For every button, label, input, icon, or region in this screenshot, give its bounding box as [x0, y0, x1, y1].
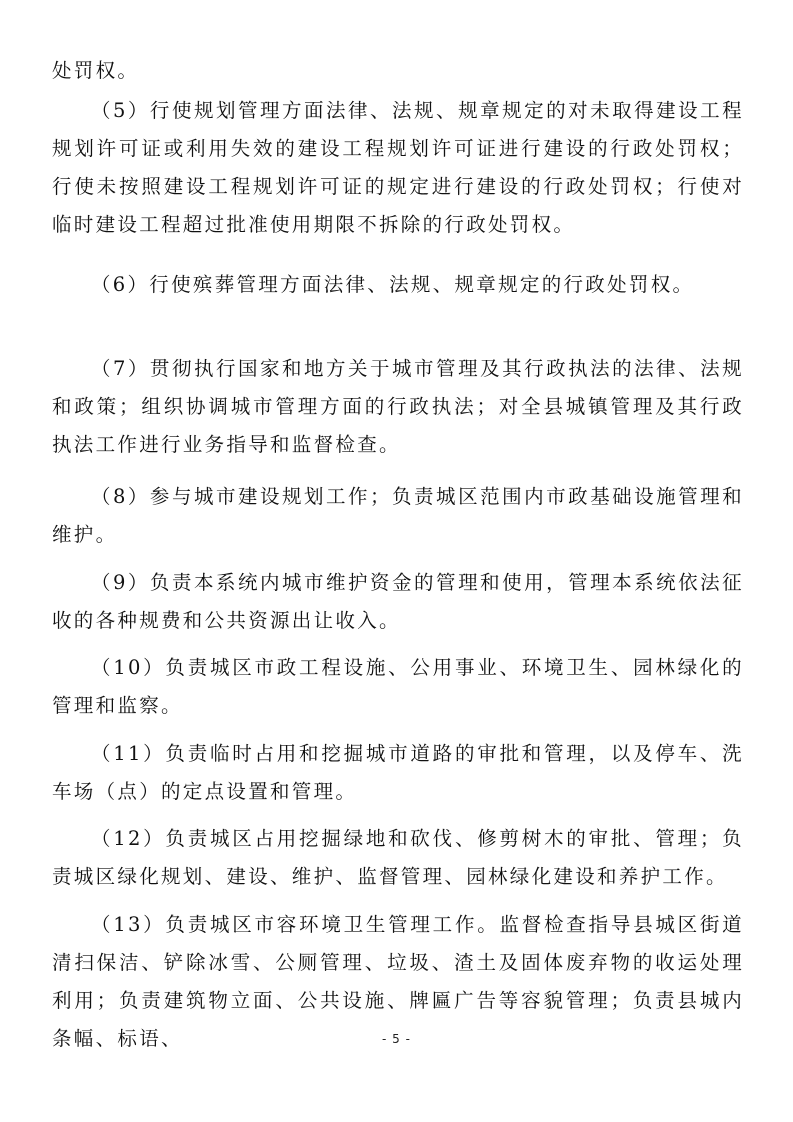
paragraph-item-6: （6）行使殡葬管理方面法律、法规、规章规定的行政处罚权。 [91, 273, 695, 296]
paragraph-item-9: （9）负责本系统内城市维护资金的管理和使用，管理本系统依法征收的各种规费和公共资源出让收入。 [52, 571, 744, 632]
paragraph-item-11: （11）负责临时占用和挖掘城市道路的审批和管理，以及停车、洗车场（点）的定点设置和管理。 [52, 742, 744, 803]
paragraph-item-7: （7）贯彻执行国家和地方关于城市管理及其行政执法的法律、法规和政策；组织协调城市管理方面的行政执法；对全县城镇管理及其行政执法工作进行业务指导和监督检查。 [52, 357, 744, 456]
paragraph-item-8: （8）参与城市建设规划工作；负责城区范围内市政基础设施管理和维护。 [52, 485, 744, 546]
paragraph-item-13: （13）负责城区市容环境卫生管理工作。监督检查指导县城区街道清扫保洁、铲除冰雪、公厕管理、垃圾、渣土及固体废弃物的收运处理利用；负责建筑物立面、公共设施、牌匾广告等容貌管理；负责县城内条幅、标语、 [52, 913, 744, 1050]
paragraph-item-5: （5）行使规划管理方面法律、法规、规章规定的对未取得建设工程规划许可证或利用失效的建设工程规划许可证进行建设的行政处罚权；行使未按照建设工程规划许可证的规定进行建设的行政处罚权；行使对临时建设工程超过批准使用期限不拆除的行政处罚权。 [52, 99, 744, 236]
paragraph-item-10: （10）负责城区市政工程设施、公用事业、环境卫生、园林绿化的管理和监察。 [52, 656, 744, 717]
paragraph-item-12: （12）负责城区占用挖掘绿地和砍伐、修剪树木的审批、管理；负责城区绿化规划、建设、维护、监督管理、园林绿化建设和养护工作。 [52, 827, 744, 888]
paragraph-continuation: 处罚权。 [52, 59, 140, 82]
page-number: - 5 - [382, 1032, 411, 1046]
